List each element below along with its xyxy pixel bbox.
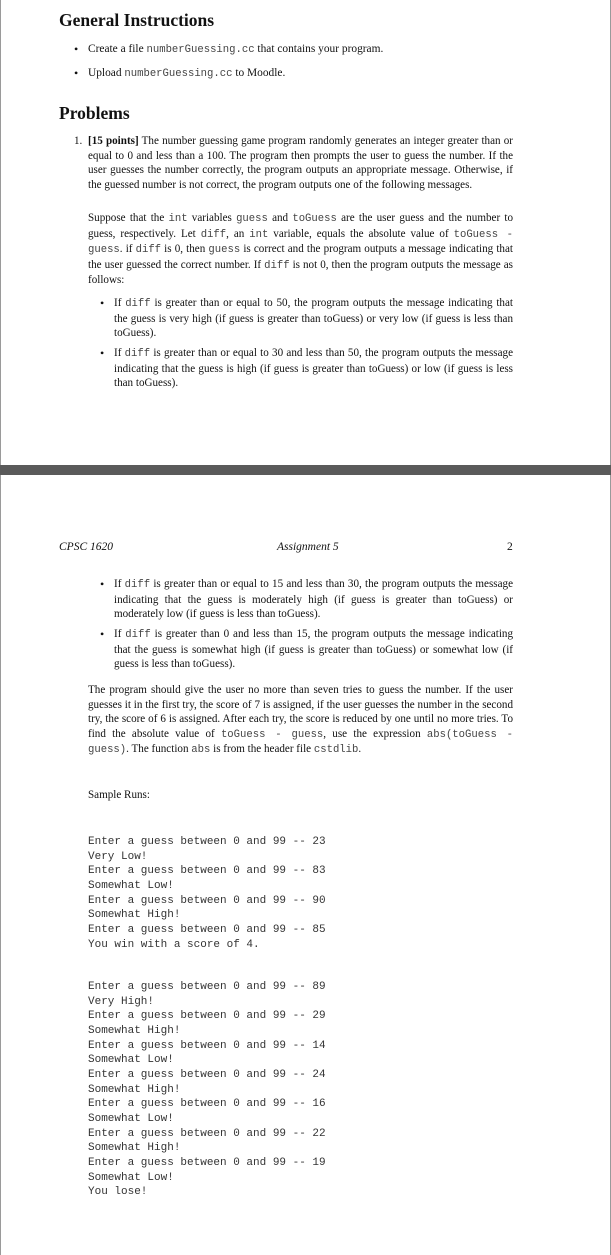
run-line: Somewhat Low!: [88, 1171, 174, 1184]
run-line: Somewhat High!: [88, 1142, 181, 1155]
general-instructions-heading: General Instructions: [59, 10, 215, 30]
run-line: Enter a guess between 0 and 99 -- 24: [88, 1068, 326, 1081]
instruction-create-file: • Create a file numberGuessing.cc that contains your program.: [74, 42, 384, 56]
run-line: Enter a guess between 0 and 99 -- 83: [88, 865, 326, 878]
problem-number: 1.: [74, 135, 83, 147]
sample-run-1: [88, 835, 326, 952]
page-2: [0, 475, 611, 1255]
run-line: Enter a guess between 0 and 99 -- 90: [88, 894, 326, 907]
bullet-icon: •: [100, 627, 105, 641]
run-line: Enter a guess between 0 and 99 -- 22: [88, 1127, 326, 1140]
bullet-icon: •: [100, 346, 105, 360]
problem-1-diff-paragraph: Suppose that the int variables guess and toGuess are the user guess and the number to guess, respectively. Let diff, an int variable, equals the absolute value of toGuess - guess. if diff is 0, then guess is correct and the program outputs a message indicating that the user guessed the correct number. If diff is not 0, then the program outputs the message as follows:: [88, 212, 513, 287]
run-line: Somewhat High!: [88, 1083, 181, 1096]
bullet-icon: •: [100, 296, 105, 310]
run-line: Enter a guess between 0 and 99 -- 14: [88, 1039, 326, 1052]
points-label: [15 points]: [88, 135, 139, 147]
run-line: Somewhat High!: [88, 1024, 181, 1037]
run-line: Very Low!: [88, 850, 148, 863]
run-line: Enter a guess between 0 and 99 -- 29: [88, 1010, 326, 1023]
run-line: Enter a guess between 0 and 99 -- 85: [88, 923, 326, 936]
page-1: [0, 0, 611, 465]
scoring-paragraph: The program should give the user no more than seven tries to guess the number. If the user guesses it in the first try, the score of 7 is assigned, if the user guesses the number in the second try, the score of 6 is assigned. After each try, the score is reduced by one until no more tries. To find the absolute value of toGuess - guess, use the expression abs(toGuess - guess). The function abs is from the header file cstdlib.: [88, 684, 514, 757]
page-separator: [0, 465, 611, 475]
bullet-icon: •: [74, 66, 79, 80]
sample-run-2: [88, 980, 326, 1200]
run-line: Enter a guess between 0 and 99 -- 89: [88, 981, 326, 993]
run-line: Somewhat Low!: [88, 1112, 174, 1125]
bullet-icon: •: [74, 42, 79, 56]
problems-heading: Problems: [59, 103, 130, 123]
assignment-header: Assignment 5: [277, 541, 339, 553]
run-line: You win with a score of 4.: [88, 938, 260, 951]
run-line: Very High!: [88, 995, 155, 1008]
instruction-upload-file: • Upload numberGuessing.cc to Moodle.: [74, 66, 286, 80]
run-line: Somewhat High!: [88, 909, 181, 922]
rule-moderately-high-low: • If diff is greater than or equal to 15 and less than 30, the program outputs the message indicating that the guess is moderately high (if guess is greater than toGuess) or moderately low (if guess is less than toGuess).: [100, 577, 514, 621]
bullet-icon: •: [100, 577, 105, 591]
page-number: 2: [507, 541, 513, 553]
run-line: Enter a guess between 0 and 99 -- 19: [88, 1156, 326, 1169]
rule-high-low: • If diff is greater than or equal to 30 and less than 50, the program outputs the message indicating that the guess is high (if guess is greater than toGuess) or low (if guess is less than toGuess).: [100, 346, 514, 390]
run-line: Enter a guess between 0 and 99 -- 16: [88, 1098, 326, 1111]
sample-runs-heading: Sample Runs:: [88, 789, 150, 801]
rule-somewhat-high-low: • If diff is greater than 0 and less than 15, the program outputs the message indicating that the guess is somewhat high (if guess is greater than toGuess) or somewhat low (if guess is less than toGuess).: [100, 627, 514, 671]
problem-1-intro: [15 points] The number guessing game program randomly generates an integer greater than or equal to 0 and less than a 100. The program then prompts the user to guess the number. If the user guesses the number correctly, the program outputs an appropriate message. Otherwise, if the guessed number is not correct, the program outputs one of the following messages.: [88, 135, 513, 191]
run-line: Enter a guess between 0 and 99 -- 23: [88, 836, 326, 848]
run-line: You lose!: [88, 1186, 148, 1199]
course-header: CPSC 1620: [59, 541, 113, 553]
run-line: Somewhat Low!: [88, 879, 174, 892]
run-line: Somewhat Low!: [88, 1054, 174, 1067]
rule-very-high-low: • If diff is greater than or equal to 50, the program outputs the message indicating that the guess is very high (if guess is greater than toGuess) or very low (if guess is less than toGuess).: [100, 296, 513, 340]
